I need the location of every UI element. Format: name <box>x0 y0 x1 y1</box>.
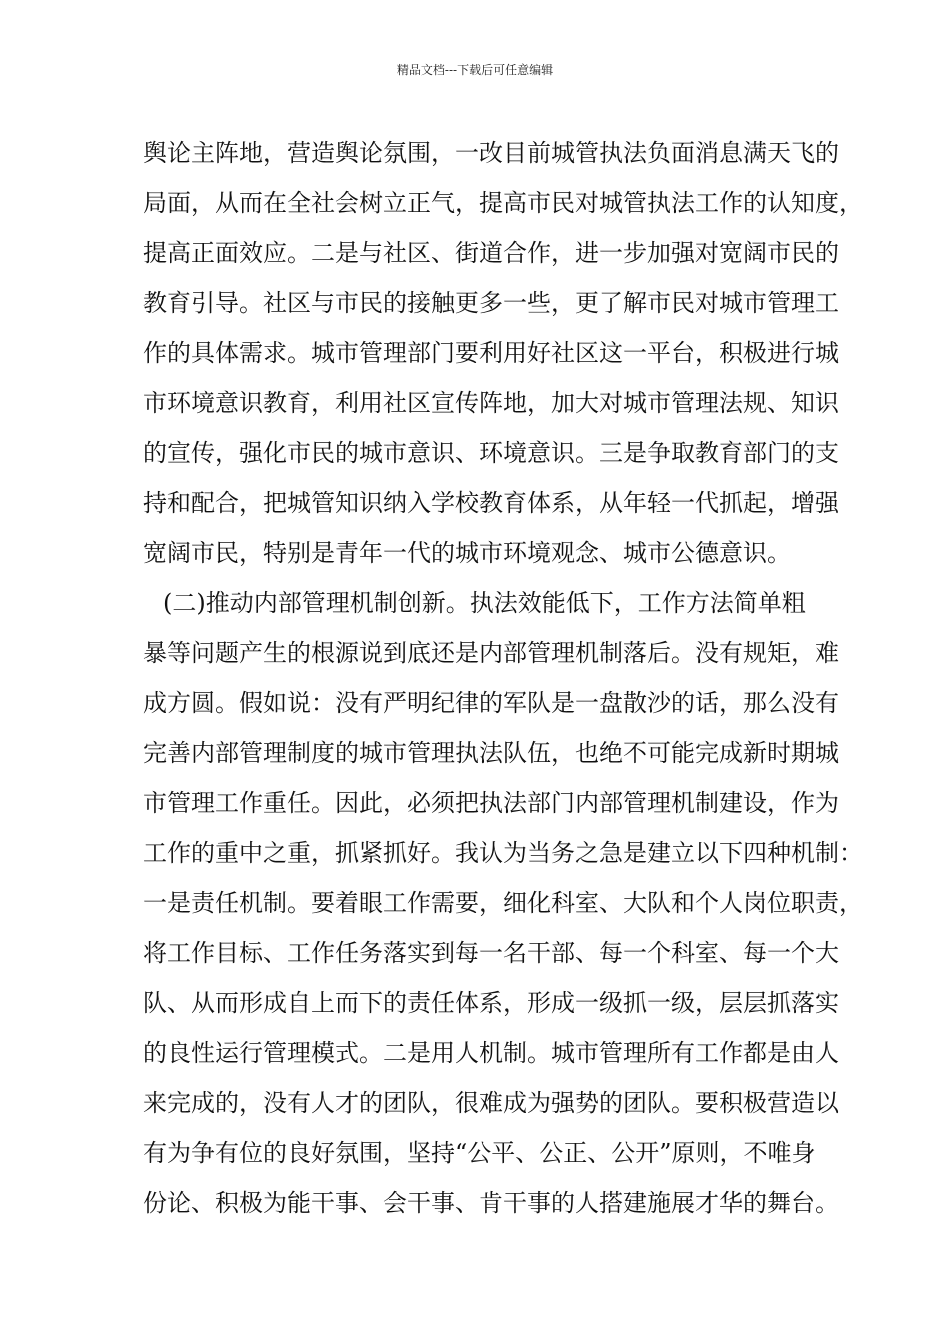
paragraph-start-line: (二)推动内部管理机制创新。执法效能低下，工作方法简单粗 <box>163 589 806 617</box>
text-line: 持和配合，把城管知识纳入学校教育体系，从年轻一代抓起，增强 <box>143 489 839 517</box>
document-body <box>143 128 863 1228</box>
text-line: 份论、积极为能干事、会干事、肯干事的人搭建施展才华的舞台。 <box>143 1189 839 1217</box>
text-line: 的良性运行管理模式。二是用人机制。城市管理所有工作都是由人 <box>143 1039 839 1067</box>
text-line: 作的具体需求。城市管理部门要利用好社区这一平台，积极进行城 <box>143 339 839 367</box>
text-line: 完善内部管理制度的城市管理执法队伍，也绝不可能完成新时期城 <box>143 739 839 767</box>
text-line: 市管理工作重任。因此，必须把执法部门内部管理机制建设，作为 <box>143 789 839 817</box>
text-line: 将工作目标、工作任务落实到每一名干部、每一个科室、每一个大 <box>143 939 839 967</box>
text-line: 的宣传，强化市民的城市意识、环境意识。三是争取教育部门的支 <box>143 439 839 467</box>
text-line: 队、从而形成自上而下的责任体系，形成一级抓一级，层层抓落实 <box>143 989 839 1017</box>
text-line: 工作的重中之重，抓紧抓好。我认为当务之急是建立以下四种机制： <box>143 839 863 867</box>
text-line: 暴等问题产生的根源说到底还是内部管理机制落后。没有规矩，难 <box>143 639 839 667</box>
text-line: 市环境意识教育，利用社区宣传阵地，加大对城市管理法规、知识 <box>143 389 839 417</box>
text-line: 一是责任机制。要着眼工作需要，细化科室、大队和个人岗位职责， <box>143 889 863 917</box>
text-line: 教育引导。社区与市民的接触更多一些，更了解市民对城市管理工 <box>143 289 839 317</box>
text-line: 来完成的，没有人才的团队，很难成为强势的团队。要积极营造以 <box>143 1089 839 1117</box>
text-line: 提高正面效应。二是与社区、街道合作，进一步加强对宽阔市民的 <box>143 239 839 267</box>
text-line: 局面，从而在全社会树立正气，提高市民对城管执法工作的认知度， <box>143 189 863 217</box>
text-line: 有为争有位的良好氛围，坚持“公平、公正、公开”原则，不唯身 <box>143 1139 816 1167</box>
page-header: 精品文档---下载后可任意编辑 <box>396 63 554 77</box>
text-line: 宽阔市民，特别是青年一代的城市环境观念、城市公德意识。 <box>143 539 791 567</box>
text-line: 舆论主阵地，营造舆论氛围，一改目前城管执法负面消息满天飞的 <box>143 139 839 167</box>
text-line: 成方圆。假如说：没有严明纪律的军队是一盘散沙的话，那么没有 <box>143 689 839 717</box>
